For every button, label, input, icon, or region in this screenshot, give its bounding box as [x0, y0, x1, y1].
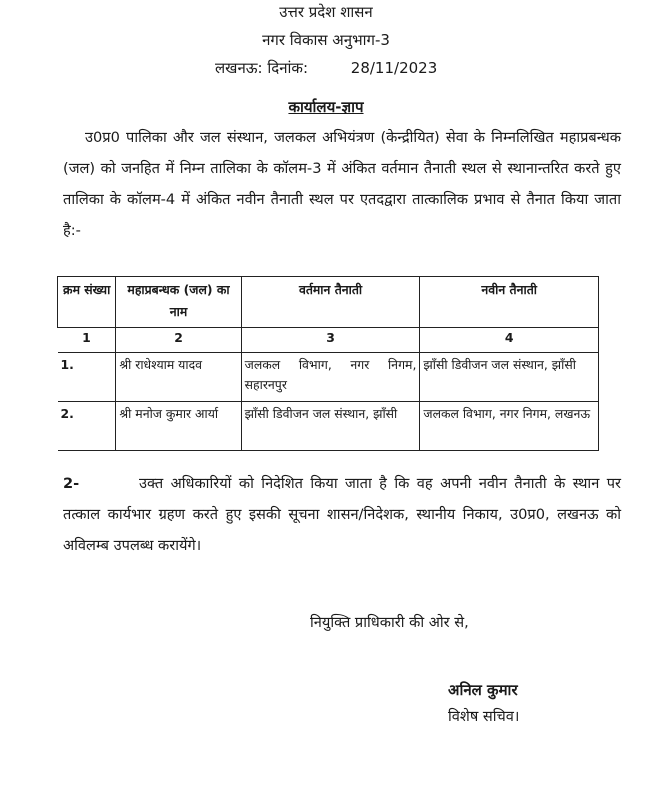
paragraph-number: 2- [63, 475, 80, 492]
intro-paragraph [63, 122, 621, 246]
row-new-posting: जलकल विभाग, नगर निगम, लखनऊ [420, 402, 599, 451]
column-number: 3 [241, 328, 420, 353]
row-new-posting: झाँसी डिवीजन जल संस्थान, झाँसी [420, 353, 599, 402]
instruction-paragraph [63, 468, 621, 561]
header-new-posting: नवीन तैनाती [420, 277, 599, 328]
instruction-paragraph-text: उक्त अधिकारियों को निदेशित किया जाता है कि वह अपनी नवीन तैनाती के स्थान पर तत्काल कार्यभार ग्रहण करते हुए इसकी सूचना शासन/निदेशक, स्थानीय निकाय, उ0प्र0, लखनऊ को अविलम्ब उपलब्ध करायेंगे। [63, 475, 621, 554]
row-serial: 1. [58, 353, 116, 402]
on-behalf-line: नियुक्ति प्राधिकारी की ओर से, [310, 614, 469, 631]
signatory-designation: विशेष सचिव। [448, 708, 520, 725]
document-title [0, 97, 652, 117]
header-name: महाप्रबन्धक (जल) का नाम [116, 277, 241, 328]
row-officer-name: श्री राधेश्याम यादव [116, 353, 241, 402]
column-number: 1 [58, 328, 116, 353]
column-number: 4 [420, 328, 599, 353]
row-serial: 2. [58, 402, 116, 451]
place-date-line [215, 58, 437, 78]
place-label: लखनऊ: दिनांक: [215, 59, 308, 77]
column-number-row [58, 328, 599, 353]
row-current-posting: जलकल विभाग, नगर निगम, सहारनपुर [241, 353, 420, 402]
transfer-table [57, 276, 599, 451]
govt-header: उत्तर प्रदेश शासन [279, 3, 373, 21]
header-current-posting: वर्तमान तैनाती [241, 277, 420, 328]
department-header: नगर विकास अनुभाग-3 [262, 31, 390, 49]
intro-paragraph-text: उ0प्र0 पालिका और जल संस्थान, जलकल अभियंत्रण (केन्द्रीयित) सेवा के निम्नलिखित महाप्रबन्धक (जल) को जनहित में निम्न तालिका के कॉलम-3 में अंकित वर्तमान तैनाती स्थल से स्थानान्तरित करते हुए तालिका के कॉलम-4 में अंकित नवीन तैनाती स्थल पर एतदद्वारा तात्कालिक प्रभाव से तैनात किया जाता है:- [63, 129, 621, 239]
table-row [58, 402, 599, 451]
header-serial: क्रम संख्या [58, 277, 116, 328]
row-current-posting: झाँसी डिवीजन जल संस्थान, झाँसी [241, 402, 420, 451]
row-officer-name: श्री मनोज कुमार आर्या [116, 402, 241, 451]
signatory-name: अनिल कुमार [448, 681, 518, 699]
document-date: 28/11/2023 [350, 59, 438, 77]
table-header-row [58, 277, 599, 328]
table-row [58, 353, 599, 402]
column-number: 2 [116, 328, 241, 353]
document-title-text: कार्यालय-ज्ञाप [288, 98, 364, 116]
